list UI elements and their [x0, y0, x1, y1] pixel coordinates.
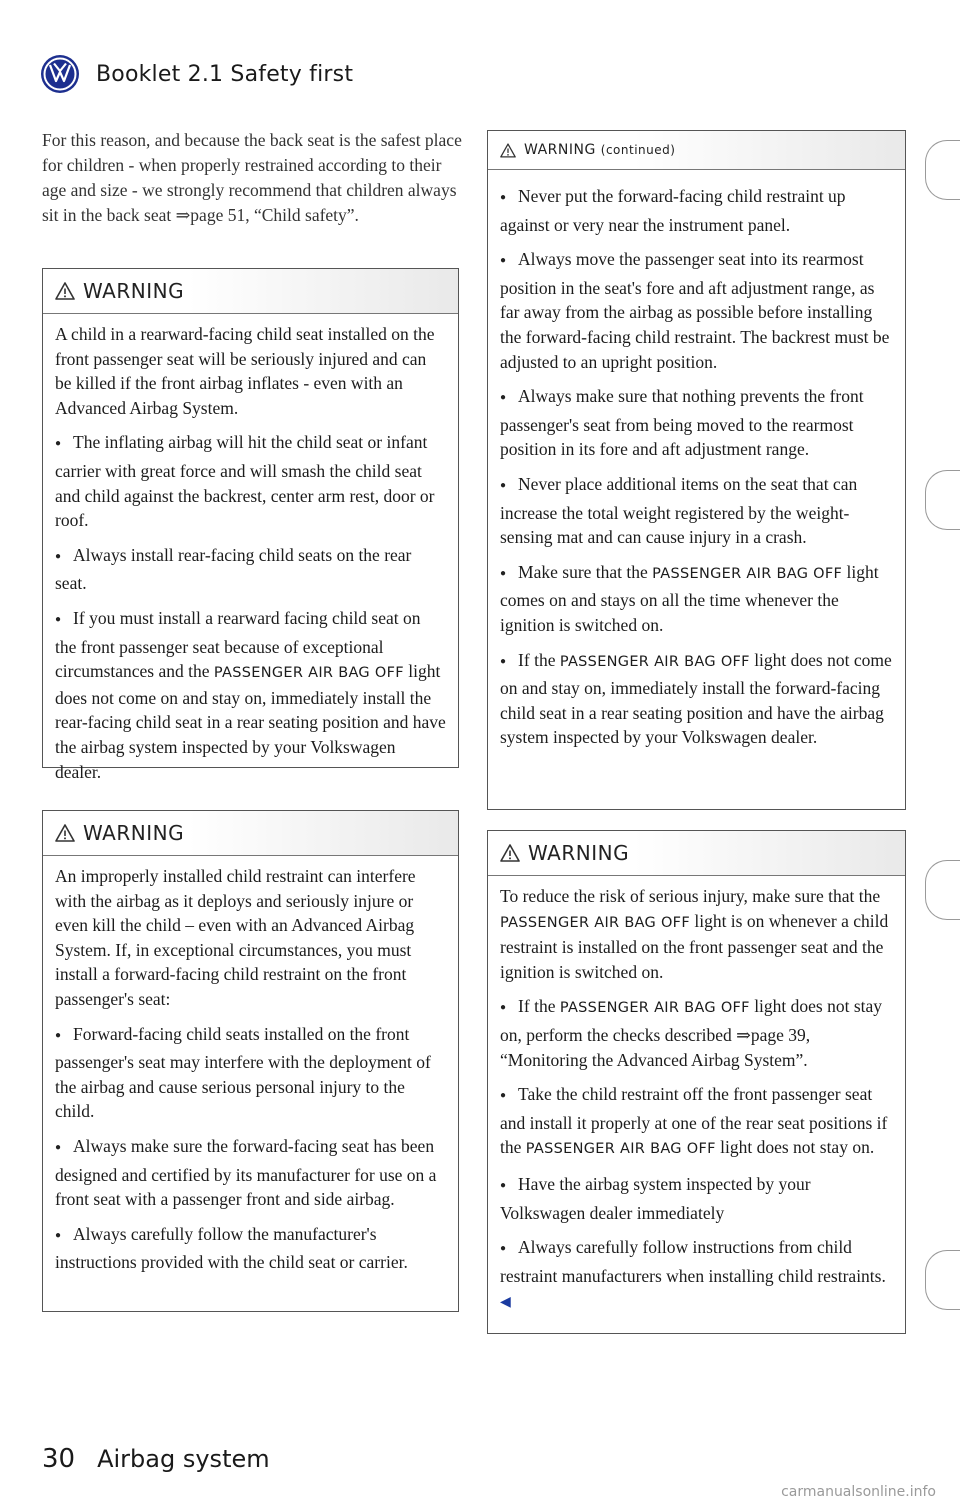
warning-header — [43, 811, 458, 856]
bullet-text: Take the child restraint off the front passenger seat and install it properly at one of the rear seat positions if the — [500, 1084, 888, 1158]
warning-triangle-icon — [500, 143, 516, 158]
bullet-text: Always carefully follow the manufacturer's instructions provided with the child seat or carrier. — [55, 1223, 408, 1273]
warning-triangle-icon — [55, 824, 75, 842]
warning-title-text: WARNING — [524, 142, 596, 158]
bullet-text: light does not stay on. — [720, 1137, 875, 1158]
warning-header — [43, 269, 458, 314]
edge-tab — [925, 140, 960, 200]
paragraph-text: light is on whenever a child restraint is installed on the front passenger seat and the ignition is switched on. — [500, 910, 889, 982]
warning-box-airbag-off-light — [487, 830, 906, 1334]
bullet-item — [500, 384, 893, 462]
warning-box-forward-facing — [42, 810, 459, 1312]
bullet-item — [500, 472, 893, 550]
bullet-item — [55, 606, 446, 784]
vw-logo-icon — [40, 54, 80, 94]
warning-title — [524, 142, 675, 158]
bullet-text: light does not come on and stay on, immediately install the rear-facing child seat in a rear seating position and have the airbag system inspected by your Volkswagen dealer. — [55, 661, 446, 782]
bullet-text: The inflating airbag will hit the child seat or infant carrier with great force and will smash the child seat and child against the backrest, center arm rest, door or roof. — [55, 432, 435, 531]
edge-tab — [925, 1250, 960, 1310]
end-of-section-icon: ◀ — [500, 1295, 511, 1311]
bullet-item — [500, 648, 893, 750]
airbag-off-label: PASSENGER AIR BAG OFF — [213, 665, 404, 682]
airbag-off-label: PASSENGER AIR BAG OFF — [559, 653, 750, 670]
watermark: carmanualsonline.info — [781, 1484, 936, 1500]
warning-body — [488, 876, 905, 1330]
bullet-item — [500, 1235, 893, 1316]
bullet-item — [55, 543, 446, 596]
bullet-text: If the — [518, 996, 556, 1017]
warning-box-rear-facing — [42, 268, 459, 782]
warning-paragraph: An improperly installed child restraint can interfere with the airbag as it deploys and seriously injure or even kill the child – even with an Advanced Airbag System. If, in exceptional circumstances, you must install a forward-facing child restraint on the front passenger's seat: — [55, 866, 416, 1009]
airbag-off-label: PASSENGER AIR BAG OFF — [525, 1141, 716, 1158]
warning-box-continued — [487, 130, 906, 810]
warning-body — [488, 170, 905, 764]
page-reference-link[interactable]: light does not stay on, perform the checks described ⇒page 39, “Monitoring the Advanced Airbag System”. — [500, 996, 883, 1070]
bullet-item — [500, 184, 893, 237]
bullet-item — [500, 1082, 893, 1162]
bullet-text: light does not come on and stay on, immediately install the forward-facing child seat in a rear seating position and have the airbag system inspected by your Volkswagen dealer. — [500, 649, 892, 748]
airbag-off-label: PASSENGER AIR BAG OFF — [500, 914, 690, 931]
warning-paragraph: A child in a rearward-facing child seat installed on the front passenger seat will be seriously injured and can be killed if the front airbag inflates - even with an Advanced Airbag System. — [55, 324, 435, 418]
section-title: Airbag system — [97, 1445, 270, 1473]
bullet-text: Never place additional items on the seat that can increase the total weight registered by the weight-sensing mat and can cause injury in a crash. — [500, 473, 858, 548]
bullet-text: Always make sure the forward-facing seat has been designed and certified by its manufacturer for use on a front seat with a passenger front and side airbag. — [55, 1135, 437, 1210]
warning-title: WARNING — [528, 841, 630, 865]
page-number: 30 — [42, 1444, 76, 1474]
warning-title: WARNING — [83, 821, 185, 845]
edge-tab — [925, 470, 960, 530]
warning-header — [488, 831, 905, 876]
bullet-text: Always move the passenger seat into its rearmost position in the seat's fore and aft adjustment range, as far away from the airbag as possible before installing the forward-facing child restraint. The backrest must be adjusted to an upright position. — [500, 249, 890, 372]
warning-body — [43, 314, 458, 798]
bullet-item — [55, 430, 446, 532]
warning-paragraph — [500, 884, 893, 984]
booklet-title: Booklet 2.1 Safety first — [96, 61, 354, 87]
warning-header — [488, 131, 905, 170]
warning-triangle-icon — [500, 844, 520, 862]
bullet-text: Make sure that the — [518, 561, 648, 582]
bullet-item — [55, 1134, 446, 1212]
page-footer — [42, 1444, 270, 1474]
warning-body — [43, 856, 458, 1289]
airbag-off-label: PASSENGER AIR BAG OFF — [559, 1000, 750, 1017]
continued-label: (continued) — [600, 143, 676, 157]
bullet-item — [500, 560, 893, 638]
warning-title: WARNING — [83, 279, 185, 303]
intro-paragraph: For this reason, and because the back seat is the safest place for children - when properly restrained according to their age and size - we strongly recommend that children always sit in the back seat ⇒page 51, “Child safety”. — [42, 130, 462, 225]
bullet-text: Always install rear-facing child seats on the rear seat. — [55, 544, 412, 594]
bullet-text: Always carefully follow instructions from child restraint manufacturers when installing child restraints. — [500, 1237, 886, 1286]
paragraph-text: To reduce the risk of serious injury, make sure that the — [500, 886, 881, 906]
bullet-text: Never put the forward-facing child restraint up against or very near the instrument panel. — [500, 186, 846, 235]
bullet-text: If you must install a rearward facing child seat on the front passenger seat because of exceptional circumstances and the — [55, 607, 421, 682]
bullet-item — [500, 994, 893, 1072]
bullet-text: Always make sure that nothing prevents the front passenger's seat from being moved to the rearmost position in its fore and aft adjustment range. — [500, 386, 864, 460]
bullet-item — [500, 247, 893, 374]
bullet-item — [500, 1172, 893, 1225]
bullet-text: light comes on and stays on all the time whenever the ignition is switched on. — [500, 561, 879, 635]
bullet-text: If the — [518, 649, 556, 670]
bullet-item — [55, 1022, 446, 1124]
bullet-item — [55, 1222, 446, 1275]
edge-tab — [925, 860, 960, 920]
bullet-text: Forward-facing child seats installed on the front passenger's seat may interfere with the deployment of the airbag and cause serious personal injury to the child. — [55, 1023, 431, 1122]
warning-triangle-icon — [55, 282, 75, 300]
airbag-off-label: PASSENGER AIR BAG OFF — [652, 565, 843, 582]
page-header — [40, 52, 353, 96]
bullet-text: Have the airbag system inspected by your Volkswagen dealer immediately — [500, 1173, 811, 1223]
